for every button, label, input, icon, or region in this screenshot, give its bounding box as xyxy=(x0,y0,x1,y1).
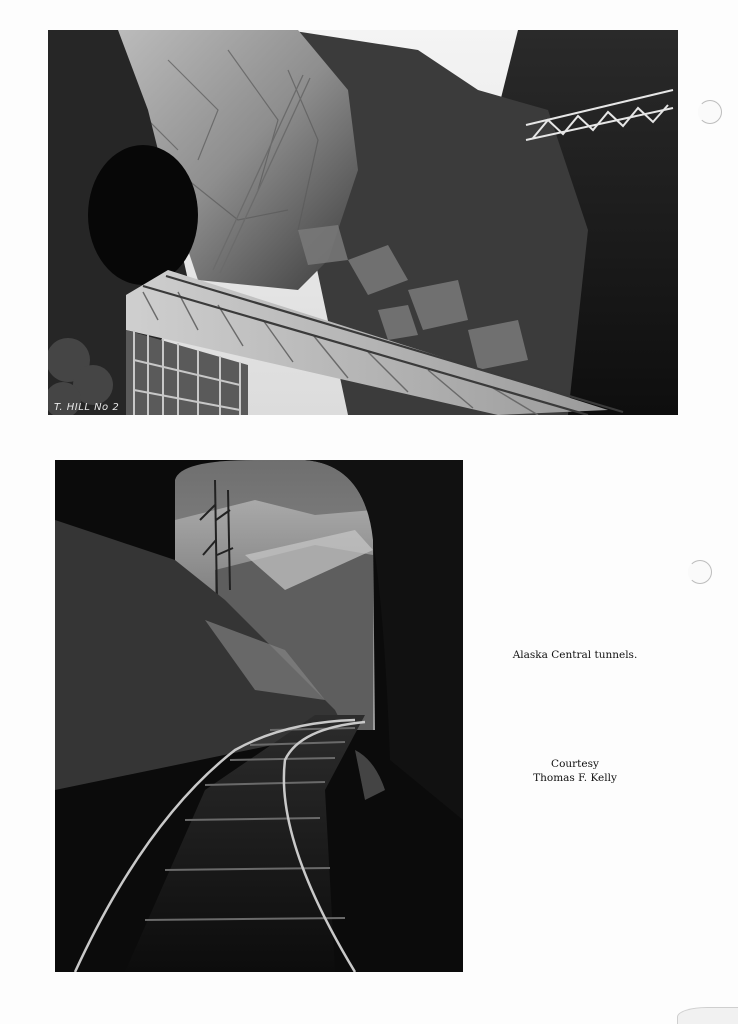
photo-mark: T. HILL No 2 xyxy=(54,402,120,413)
photo-tunnel-view xyxy=(55,460,463,972)
punch-hole-mark xyxy=(688,560,712,584)
punch-hole-mark xyxy=(698,100,722,124)
credit-line-courtesy: Courtesy xyxy=(551,758,599,770)
photo-tunnel-view-image xyxy=(55,460,463,972)
photo-trestle-tunnel xyxy=(48,30,678,415)
page-corner-curl xyxy=(677,1007,738,1024)
photo-credit xyxy=(470,757,680,785)
caption-title: Alaska Central tunnels. xyxy=(512,649,638,661)
photo-trestle-tunnel-image xyxy=(48,30,678,415)
credit-line-name: Thomas F. Kelly xyxy=(533,772,617,784)
